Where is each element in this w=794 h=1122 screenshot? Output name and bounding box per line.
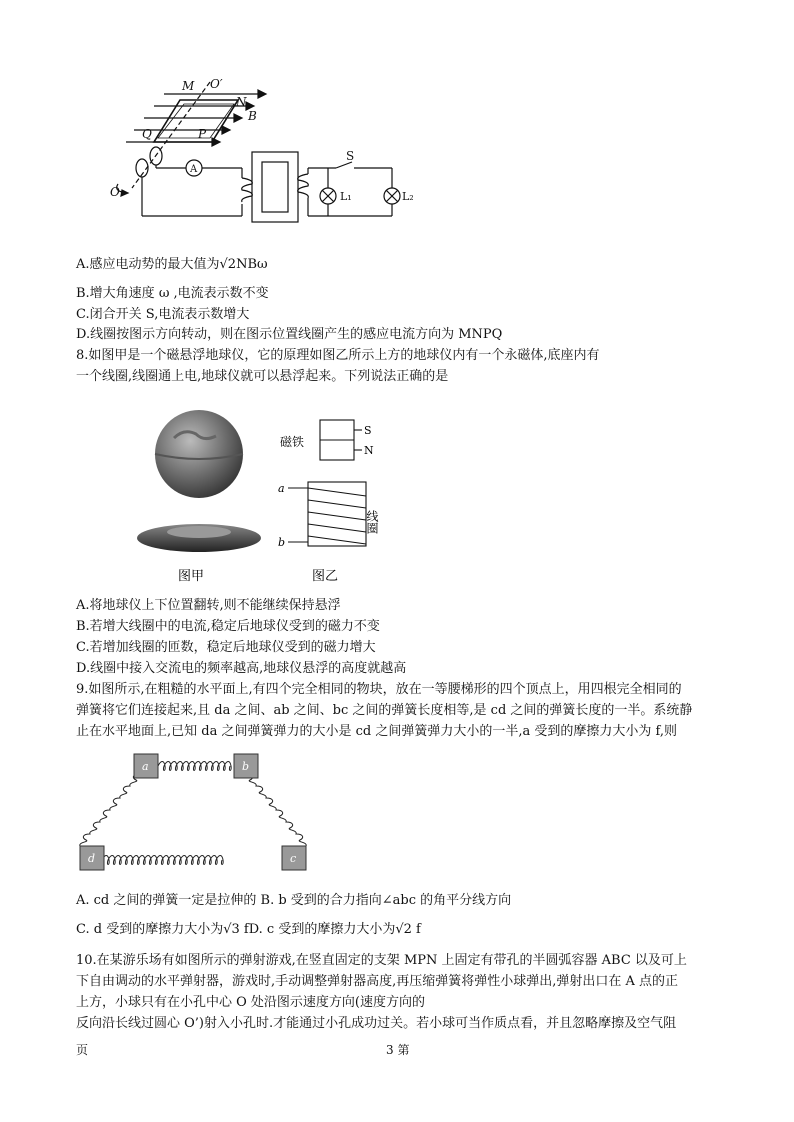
label-B: B — [248, 109, 257, 123]
q7-option-d: D.线圈按图示方向转动，则在图示位置线圈产生的感应电流方向为 MNPQ — [76, 327, 503, 342]
label-A: A — [190, 164, 198, 175]
q10-line4: 反向沿长线过圆心 O’)射入小孔时.才能通过小孔成功过关。若小球可当作质点看，并且忽略摩擦及空气阻 — [76, 1016, 677, 1031]
fig-yi-caption: 图乙 — [312, 569, 339, 584]
coil-label: 线圈 — [365, 510, 379, 534]
q10-line3: 上方，小球只有在小孔中心 O 处沿图示速度方向(速度方向的 — [76, 995, 425, 1010]
terminal-b-label: b — [278, 536, 286, 549]
q10-line1: 10.在某游乐场有如图所示的弹射游戏,在竖直固定的支架 MPN 上固定有带孔的半圆弧容器 ABC 以及可上 — [76, 953, 687, 968]
pole-s-label: S — [364, 424, 372, 437]
q8-globe-figure-jia — [124, 408, 274, 588]
q9-options-line2: C. d 受到的摩擦力大小为√3 fD. c 受到的摩擦力大小为√2 f — [76, 922, 421, 937]
q8-stem-line1: 8.如图甲是一个磁悬浮地球仪，它的原理如图乙所示上方的地球仪内有一个永磁体,底座内有 — [76, 348, 600, 363]
footer-page-number: 3 第 — [386, 1043, 410, 1057]
q9-stem-line2: 弹簧将它们连接起来,且 da 之间、ab 之间、bc 之间的弹簧长度相等,是 cd 之间的弹簧长度的一半。系统静 — [76, 703, 693, 718]
terminal-a-label: a — [278, 482, 285, 495]
block-b-label: b — [242, 760, 250, 773]
block-a-label: a — [142, 760, 149, 773]
label-O1: O′ — [210, 77, 223, 91]
block-c-label: c — [290, 852, 297, 865]
q9-stem-line1: 9.如图所示,在粗糙的水平面上,有四个完全相同的物块，放在一等腰梯形的四个顶点上，用四根完全相同的 — [76, 682, 682, 697]
label-N: N — [236, 95, 247, 109]
q7-option-b: B.增大角速度 ω ,电流表示数不变 — [76, 286, 269, 301]
q8-stem-line2: 一个线圈,线圈通上电,地球仪就可以悬浮起来。下列说法正确的是 — [76, 369, 449, 384]
label-M: M — [182, 79, 195, 93]
block-d-label: d — [88, 852, 96, 865]
pole-n-label: N — [364, 444, 374, 457]
footer-left: 页 — [76, 1043, 89, 1057]
q8-option-d: D.线圈中接入交流电的频率越高,地球仪悬浮的高度就越高 — [76, 661, 407, 676]
label-L1: L₁ — [340, 190, 352, 203]
q7-generator-transformer-figure — [112, 76, 412, 226]
q10-line2: 下自由调动的水平弹射器，游戏时,手动调整弹射器高度,再压缩弹簧将弹性小球弹出,弹射出口在 A 点的正 — [76, 974, 679, 989]
label-S: S — [346, 149, 355, 163]
q8-principle-figure-yi — [274, 416, 394, 588]
fig-jia-caption: 图甲 — [178, 569, 205, 584]
q8-option-b: B.若增大线圈中的电流,稳定后地球仪受到的磁力不变 — [76, 619, 380, 634]
label-P: P — [198, 127, 207, 141]
q8-option-a: A.将地球仪上下位置翻转,则不能继续保持悬浮 — [76, 598, 341, 613]
q8-option-c: C.若增加线圈的匝数，稳定后地球仪受到的磁力增大 — [76, 640, 376, 655]
magnet-label: 磁铁 — [280, 435, 305, 449]
label-O: O — [110, 185, 120, 199]
q7-option-c: C.闭合开关 S,电流表示数增大 — [76, 307, 250, 322]
q9-spring-trapezoid-figure — [78, 748, 308, 878]
label-L2: L₂ — [402, 190, 414, 203]
q9-stem-line3: 止在水平地面上,已知 da 之间弹簧弹力的大小是 cd 之间弹簧弹力大小的一半,a 受到的摩擦力大小为 f,则 — [76, 724, 677, 739]
label-Q: Q — [142, 127, 152, 141]
q9-options-line1: A. cd 之间的弹簧一定是拉伸的 B. b 受到的合力指向∠abc 的角平分线方向 — [76, 893, 512, 908]
q7-option-a: A.感应电动势的最大值为√2NBω — [76, 257, 268, 272]
globe — [155, 410, 243, 498]
